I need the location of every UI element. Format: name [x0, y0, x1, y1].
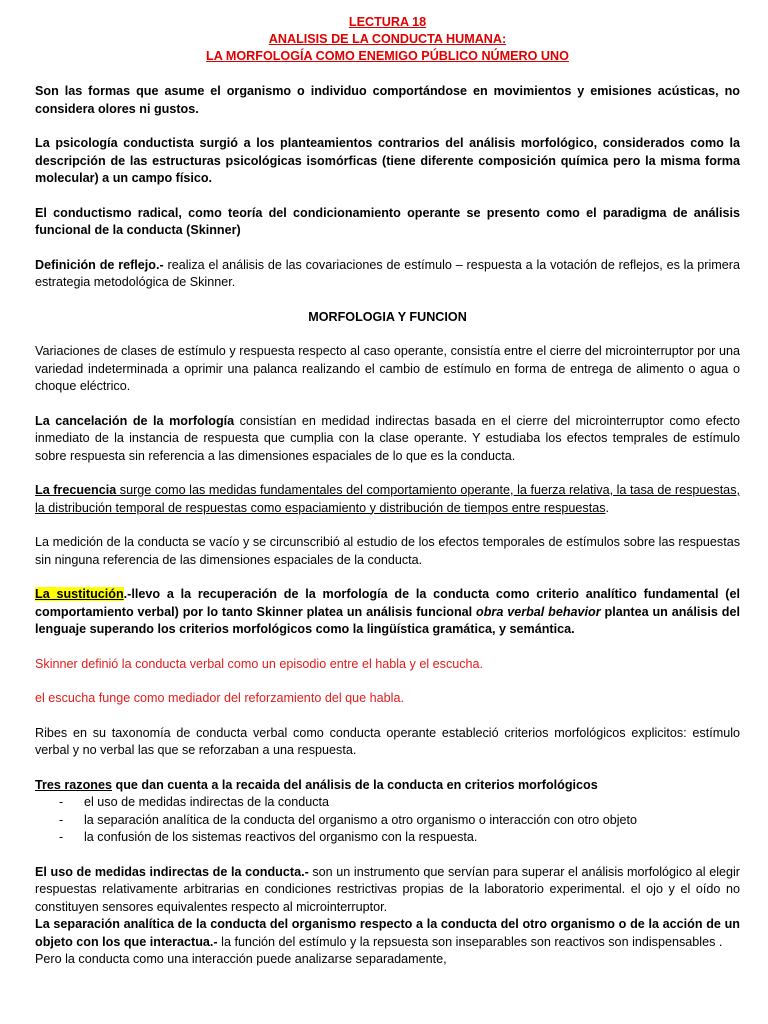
paragraph-cancelacion — [35, 413, 740, 466]
paragraph-sustitucion — [35, 586, 740, 639]
term-sustitucion: La sustitución — [35, 587, 124, 601]
text-sustitucion-b: plantea un análisis del lenguaje superando los criterios morfológicos como la lingüística gramática, y semántica. — [35, 604, 740, 636]
paragraph-psicologia-conductista: La psicología conductista surgió a los planteamientos contrarios del análisis morfológico, considerados como la descripción de las estructuras psicológicas isomórficas (tiene diferente composición química pero la misma forma molecular) a un campo físico. — [35, 136, 740, 185]
paragraph-conductismo-radical: El conductismo radical, como teoría del condicionamiento operante se presento como el paradigma de análisis funcional de la conducta (Skinner) — [35, 205, 740, 237]
text-tres-razones: que dan cuenta a la recaida del análisis de la conducta en criterios morfológicos — [112, 777, 598, 792]
book-title: obra verbal behavior — [476, 604, 601, 619]
text-frecuencia-end: . — [605, 500, 610, 515]
paragraph-medicion: La medición de la conducta se vacío y se circunscribió al estudio de los efectos temporales de estímulos sobre las respuestas sin ninguna referencia de las dimensiones espaciales de la conducta. — [35, 535, 740, 567]
paragraph-tres-razones — [35, 777, 740, 795]
paragraph-separacion-analitica — [35, 916, 740, 951]
paragraph-escucha: el escucha funge como mediador del reforzamiento del que habla. — [35, 691, 404, 705]
paragraph-definition: Son las formas que asume el organismo o individuo comportándose en movimientos y emisiones acústicas, no considera olores ni gustos. — [35, 84, 740, 116]
text-definicion-reflejo: realiza el análisis de las covariaciones de estímulo – respuesta a la votación de reflejos, es la primera estrategia metodológica de Skinner. — [35, 257, 740, 289]
term-medidas-indirectas: El uso de medidas indirectas de la conducta.- — [35, 864, 309, 879]
term-frecuencia: La frecuencia — [35, 483, 117, 497]
list-item: - el uso de medidas indirectas de la conducta — [35, 794, 740, 812]
paragraph-variaciones: Variaciones de clases de estímulo y respuesta respecto al caso operante, consistía entre el cierre del microinterruptor por una variedad indeterminada a oprimir una palanca realizando el cambio de estímulo en forma de entrega de alimento o agua o choque eléctrico. — [35, 344, 740, 393]
text-sustitucion-a: .-llevo a la recuperación de la morfología de la conducta como criterio analítico fundamental (el comportamiento verbal) por lo tanto Skinner platea un análisis funcional — [35, 587, 740, 619]
lecture-number: LECTURA 18 — [348, 15, 427, 29]
paragraph-ribes: Ribes en su taxonomía de conducta verbal como conducta operante estableció criterios morfológicos explicitos: estímulo verbal y no verbal las que se reforzaban a una respuesta. — [35, 725, 740, 757]
paragraph-skinner-verbal: Skinner definió la conducta verbal como un episodio entre el habla y el escucha. — [35, 656, 484, 671]
reasons-list — [35, 794, 740, 847]
lecture-subtitle: LA MORFOLOGÍA COMO ENEMIGO PÚBLICO NÚMERO UNO — [206, 49, 569, 63]
paragraph-interaccion: Pero la conducta como una interacción puede analizarse separadamente, — [35, 952, 447, 966]
term-definicion-reflejo: Definición de reflejo.- — [35, 257, 164, 272]
text-frecuencia: surge como las medidas fundamentales del comportamiento operante, la fuerza relativa, la tasa de respuestas, la distribución temporal de respuestas como espaciamiento y distribución de tiempos entre respuestas — [35, 483, 740, 515]
text-separacion-analitica: la función del estímulo y la repsuesta son inseparables son reactivos son indispensables . — [217, 934, 723, 949]
list-item: - la separación analítica de la conducta del organismo a otro organismo o interacción con otro objeto — [35, 812, 740, 830]
paragraph-medidas-indirectas — [35, 864, 740, 917]
section-heading: MORFOLOGIA Y FUNCION — [308, 309, 467, 324]
term-cancelacion: La cancelación de la morfología — [35, 413, 235, 428]
lecture-title: ANALISIS DE LA CONDUCTA HUMANA: — [268, 32, 507, 46]
term-tres-razones: Tres razones — [35, 777, 113, 792]
text-cancelacion: consistían en medidad indirectas basada en el cierre del microinterruptor como efecto inmediato de la instancia de respuesta que cumplia con la clase operante. Y estudiaba los efectos temprales de estímulo sobre respuesta sin referencia a las dimensiones espaciales de lo que es la conducta. — [35, 413, 740, 463]
list-item: - la confusión de los sistemas reactivos del organismo con la respuesta. — [35, 829, 740, 847]
text-medidas-indirectas: son un instrumento que servían para superar el análisis morfológico al elegir respuestas relativamente arbitrarias en condiciones restrictivas propias de la laboratorio experimental. el ojo y el oído no constituyen sensores equivalentes respecto al microinterruptor. — [35, 864, 740, 914]
paragraph-frecuencia — [35, 482, 740, 517]
term-separacion-analitica: La separación analítica de la conducta del organismo respecto a la conducta del otro organismo o de la acción de un objeto con los que interactua.- — [35, 917, 740, 949]
paragraph-definicion-reflejo — [35, 257, 740, 292]
